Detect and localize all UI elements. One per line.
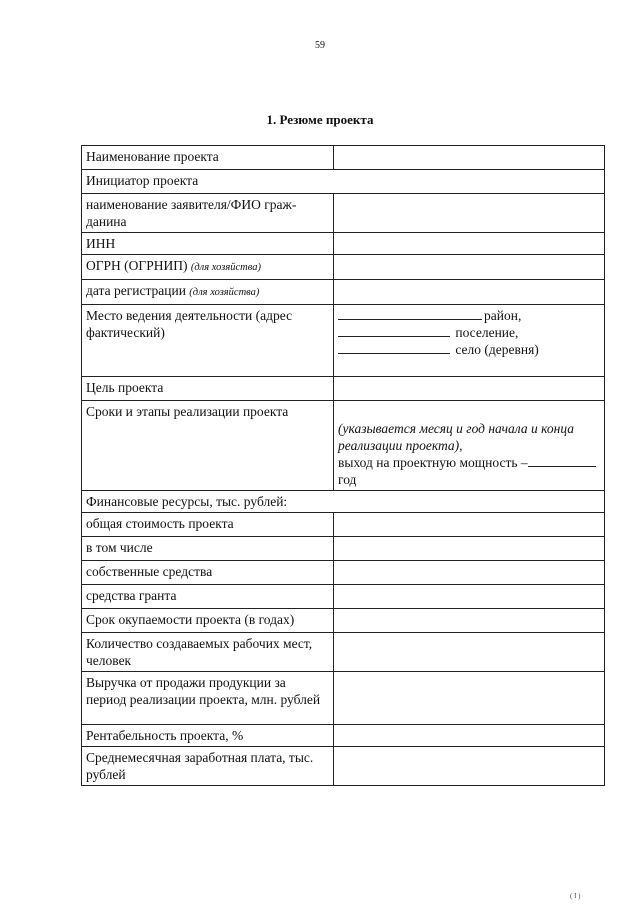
capacity-blank[interactable]	[528, 454, 596, 467]
row-label-grant-funds: средства гранта	[82, 585, 334, 609]
row-label-profitability: Рентабельность проекта, %	[82, 725, 334, 747]
row-label-revenue: Выручка от продажи продукции за период реализации проекта, млн. рублей	[82, 672, 334, 725]
value-cell-including[interactable]	[334, 537, 605, 561]
row-label-initiator: Инициатор проекта	[82, 170, 605, 194]
value-cell-location[interactable]	[334, 305, 605, 377]
page-number: 59	[315, 40, 325, 51]
district-blank[interactable]	[338, 307, 482, 320]
table-row	[82, 585, 605, 609]
table-row	[82, 377, 605, 401]
value-cell-revenue[interactable]	[334, 672, 605, 725]
table-row	[82, 401, 605, 491]
timeline-capacity-line	[338, 454, 600, 471]
ogrn-note: (для хозяйства)	[190, 262, 261, 273]
value-cell-own-funds[interactable]	[334, 561, 605, 585]
registration-date-label: дата регистрации	[86, 283, 186, 298]
location-line-village	[338, 341, 600, 358]
row-label-including: в том числе	[82, 537, 334, 561]
value-cell-profitability[interactable]	[334, 725, 605, 747]
village-blank[interactable]	[338, 341, 450, 354]
footer-mark: ( I )	[570, 892, 581, 900]
value-cell-payback[interactable]	[334, 609, 605, 633]
table-row	[82, 194, 605, 233]
table-row	[82, 146, 605, 170]
value-cell-grant-funds[interactable]	[334, 585, 605, 609]
row-label-total-cost: общая стоимость проекта	[82, 513, 334, 537]
table-row	[82, 725, 605, 747]
row-label-inn: ИНН	[82, 233, 334, 255]
table-row	[82, 491, 605, 513]
value-cell-goal[interactable]	[334, 377, 605, 401]
table-row	[82, 537, 605, 561]
row-label-location: Место ведения деятельности (адрес фактический)	[82, 305, 334, 377]
row-label-goal: Цель проекта	[82, 377, 334, 401]
capacity-label: выход на проектную мощность –	[338, 455, 528, 470]
row-label-ogrn	[82, 255, 334, 280]
row-label-financial-resources: Финансовые ресурсы, тыс. рублей:	[82, 491, 605, 513]
value-cell-timeline[interactable]	[334, 401, 605, 491]
ogrn-label: ОГРН (ОГРНИП)	[86, 258, 188, 273]
page-title: 1. Резюме проекта	[266, 112, 374, 127]
value-cell-jobs[interactable]	[334, 633, 605, 672]
row-label-payback: Срок окупаемости проекта (в годах)	[82, 609, 334, 633]
location-line-settlement	[338, 324, 600, 341]
project-summary-table	[81, 145, 605, 786]
village-label: село (деревня)	[455, 342, 539, 357]
table-row	[82, 255, 605, 280]
value-cell-applicant-name[interactable]	[334, 194, 605, 233]
table-row	[82, 305, 605, 377]
row-label-applicant-name: наименование заявителя/ФИО граж- данина	[82, 194, 334, 233]
value-cell-salary[interactable]	[334, 747, 605, 786]
location-line-district	[338, 307, 600, 324]
row-label-timeline: Сроки и этапы реализации проекта	[82, 401, 334, 491]
value-cell-project-name[interactable]	[334, 146, 605, 170]
table-row	[82, 609, 605, 633]
table-row	[82, 672, 605, 725]
row-label-project-name: Наименование проекта	[82, 146, 334, 170]
value-cell-registration-date[interactable]	[334, 280, 605, 305]
row-label-own-funds: собственные средства	[82, 561, 334, 585]
row-label-salary: Среднемесячная заработная плата, тыс. рублей	[82, 747, 334, 786]
district-label: район,	[484, 308, 522, 323]
row-label-jobs: Количество создаваемых рабочих мест, человек	[82, 633, 334, 672]
table-row	[82, 633, 605, 672]
timeline-year: год	[338, 472, 357, 487]
value-cell-total-cost[interactable]	[334, 513, 605, 537]
value-cell-ogrn[interactable]	[334, 255, 605, 280]
table-row	[82, 561, 605, 585]
settlement-blank[interactable]	[338, 324, 450, 337]
settlement-label: поселение,	[455, 325, 519, 340]
row-label-registration-date	[82, 280, 334, 305]
value-cell-inn[interactable]	[334, 233, 605, 255]
table-row	[82, 747, 605, 786]
timeline-hint: (указывается месяц и год начала и конца реализации проекта),	[338, 421, 575, 453]
table-row	[82, 233, 605, 255]
table-row	[82, 280, 605, 305]
table-row	[82, 513, 605, 537]
table-row	[82, 170, 605, 194]
registration-date-note: (для хозяйства)	[189, 287, 260, 298]
